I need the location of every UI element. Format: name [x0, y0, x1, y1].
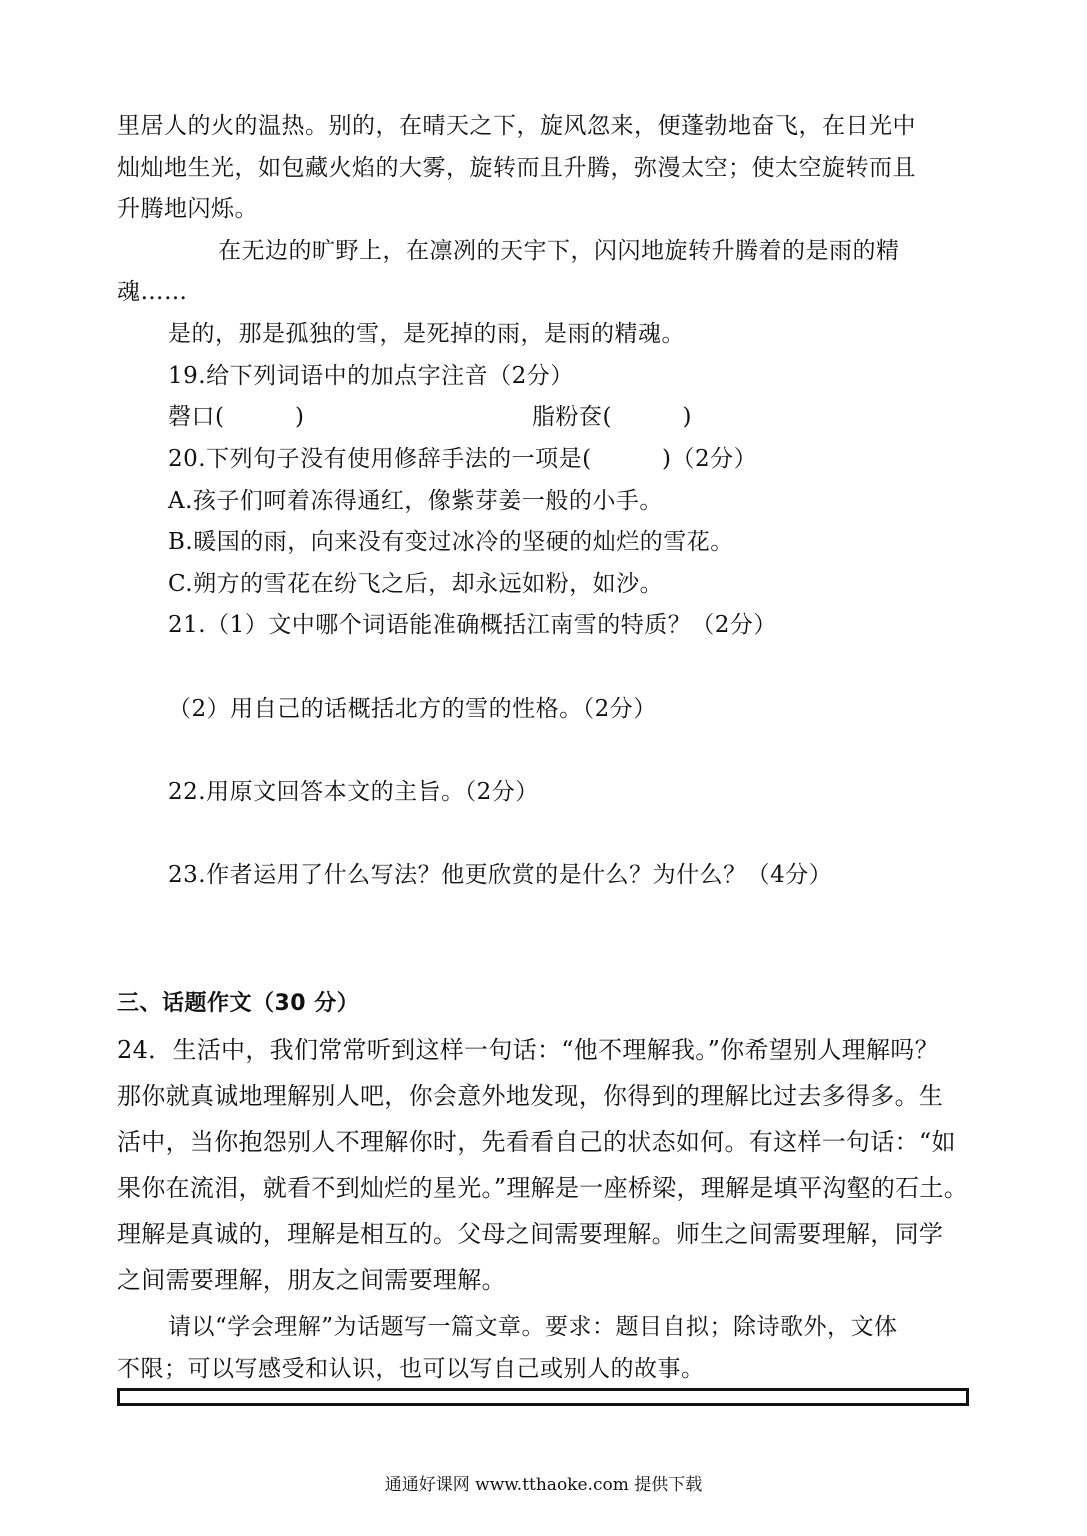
passage-line-4: 在无边的旷野上，在凛冽的天宇下，闪闪地旋转升腾着的是雨的精 — [218, 238, 900, 264]
passage-line-5: 魂…… — [117, 279, 188, 305]
question-22: 22.用原文回答本文的主旨。（2分） — [168, 779, 539, 805]
essay-prompt-line-1: 24．生活中，我们常常听到这样一句话：“他不理解我。”你希望别人理解吗？ — [117, 1036, 939, 1064]
essay-prompt-line-5: 理解是真诚的，理解是相互的。父母之间需要理解。师生之间需要理解，同学 — [117, 1220, 944, 1248]
question-20-option-b: B.暖国的雨，向来没有变过冰冷的坚硬的灿烂的雪花。 — [168, 529, 734, 555]
passage-line-3: 升腾地闪烁。 — [117, 196, 258, 222]
question-21-part-1: 21.（1）文中哪个词语能准确概括江南雪的特质？（2分） — [168, 612, 777, 638]
essay-prompt-line-3: 活中，当你抱怨别人不理解你时，先看看自己的状态如何。有这样一句话：“如 — [117, 1128, 956, 1156]
question-20-option-a: A.孩子们呵着冻得通红，像紫芽姜一般的小手。 — [168, 488, 663, 514]
answer-box — [117, 1388, 969, 1406]
question-19-item-b: 脂粉奁( ) — [532, 404, 692, 430]
question-19-item-a: 磬口( ) — [168, 404, 305, 430]
section-3-title: 三、话题作文（30 分） — [117, 991, 360, 1016]
question-20-option-c: C.朔方的雪花在纷飞之后，却永远如粉，如沙。 — [168, 571, 664, 597]
essay-prompt-line-2: 那你就真诚地理解别人吧，你会意外地发现，你得到的理解比过去多得多。生 — [117, 1082, 944, 1110]
passage-line-1: 里居人的火的温热。别的，在晴天之下，旋风忽来，便蓬勃地奋飞，在日光中 — [117, 113, 916, 139]
essay-prompt-line-6: 之间需要理解，朋友之间需要理解。 — [117, 1266, 506, 1294]
question-19: 19.给下列词语中的加点字注音（2分） — [168, 363, 574, 389]
question-23: 23.作者运用了什么写法？他更欣赏的是什么？为什么？（4分） — [168, 862, 833, 888]
question-20: 20.下列句子没有使用修辞手法的一项是( )（2分） — [168, 446, 758, 472]
essay-requirement-line-2: 不限；可以写感受和认识，也可以写自己或别人的故事。 — [117, 1356, 705, 1382]
passage-line-2: 灿灿地生光，如包藏火焰的大雾，旋转而且升腾，弥漫太空；使太空旋转而且 — [117, 155, 916, 181]
passage-line-6: 是的，那是孤独的雪，是死掉的雨，是雨的精魂。 — [168, 321, 685, 347]
question-21-part-2: （2）用自己的话概括北方的雪的性格。（2分） — [168, 696, 657, 722]
essay-prompt-line-4: 果你在流泪，就看不到灿烂的星光。”理解是一座桥梁，理解是填平沟壑的石土。 — [117, 1174, 969, 1202]
page-footer: 通通好课网 www.tthaoke.com 提供下载 — [384, 1475, 703, 1495]
essay-requirement-line-1: 请以“学会理解”为话题写一篇文章。要求：题目自拟；除诗歌外，文体 — [168, 1314, 898, 1340]
